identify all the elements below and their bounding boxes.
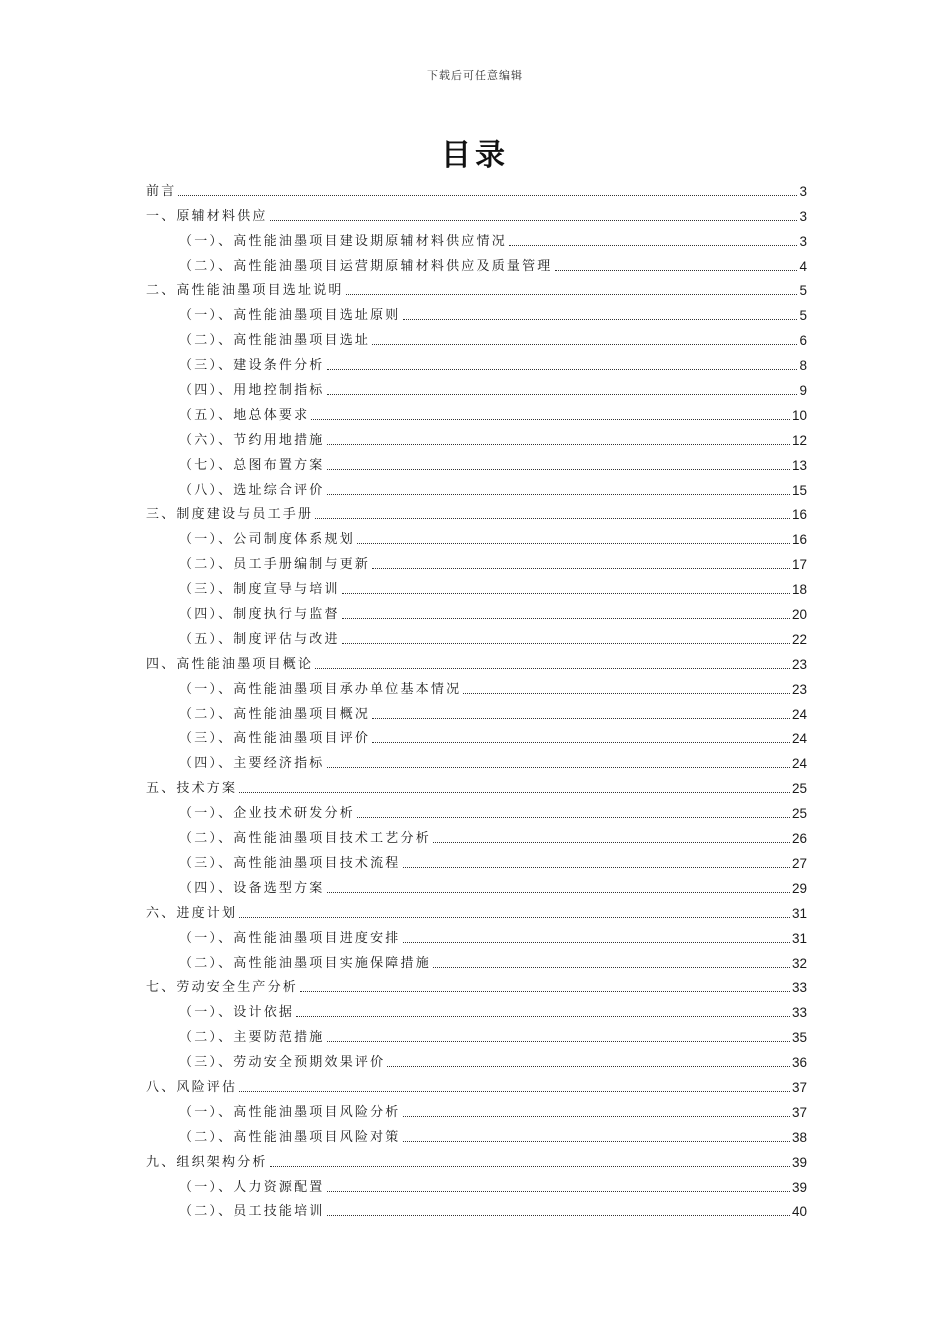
- toc-entry[interactable]: [146, 599, 807, 624]
- toc-dot-leader: [327, 394, 798, 395]
- toc-entry[interactable]: [146, 574, 807, 599]
- toc-entry-page-number: 9: [799, 383, 807, 399]
- toc-entry[interactable]: [146, 226, 807, 251]
- toc-entry-label: （二）、员工手册编制与更新: [179, 557, 371, 573]
- toc-entry-label: （一）、高性能油墨项目选址原则: [179, 308, 401, 324]
- toc-entry[interactable]: [146, 425, 807, 450]
- toc-entry[interactable]: [146, 300, 807, 325]
- toc-entry-page-number: 31: [791, 930, 807, 946]
- toc-entry-page-number: 16: [791, 507, 807, 523]
- toc-dot-leader: [509, 245, 798, 246]
- toc-dot-leader: [327, 494, 790, 495]
- toc-dot-leader: [327, 892, 790, 893]
- toc-entry[interactable]: [146, 350, 807, 375]
- toc-entry-label: （一）、企业技术研发分析: [179, 806, 355, 822]
- toc-entry[interactable]: [146, 923, 807, 948]
- toc-dot-leader: [178, 195, 797, 196]
- toc-entry-page-number: 4: [799, 258, 807, 274]
- toc-entry[interactable]: [146, 798, 807, 823]
- toc-entry-label: （一）、高性能油墨项目进度安排: [179, 930, 401, 946]
- toc-entry-label: （四）、主要经济指标: [179, 756, 325, 772]
- toc-entry[interactable]: [146, 649, 807, 674]
- toc-dot-leader: [342, 618, 790, 619]
- toc-entry[interactable]: [146, 375, 807, 400]
- toc-dot-leader: [403, 319, 798, 320]
- toc-dot-leader: [433, 967, 790, 968]
- toc-entry[interactable]: [146, 325, 807, 350]
- toc-dot-leader: [327, 767, 790, 768]
- toc-entry-label: 七、劳动安全生产分析: [146, 980, 299, 996]
- toc-entry-page-number: 15: [791, 482, 807, 498]
- toc-entry-label: 八、风险评估: [146, 1079, 238, 1095]
- toc-dot-leader: [357, 817, 790, 818]
- toc-entry-label: （一）、高性能油墨项目承办单位基本情况: [179, 681, 462, 697]
- toc-dot-leader: [327, 1191, 790, 1192]
- toc-entry[interactable]: [146, 973, 807, 998]
- toc-entry[interactable]: [146, 748, 807, 773]
- toc-entry-page-number: 26: [791, 831, 807, 847]
- toc-entry-label: （三）、劳动安全预期效果评价: [179, 1055, 386, 1071]
- toc-entry-label: （二）、高性能油墨项目实施保障措施: [179, 955, 431, 971]
- toc-dot-leader: [555, 270, 798, 271]
- toc-dot-leader: [296, 1016, 790, 1017]
- toc-dot-leader: [239, 1091, 790, 1092]
- toc-entry-page-number: 3: [799, 208, 807, 224]
- toc-dot-leader: [342, 643, 790, 644]
- toc-entry[interactable]: [146, 276, 807, 301]
- toc-entry[interactable]: [146, 251, 807, 276]
- toc-entry-page-number: 5: [799, 308, 807, 324]
- toc-entry[interactable]: [146, 201, 807, 226]
- toc-entry-label: （二）、员工技能培训: [179, 1204, 325, 1220]
- toc-entry[interactable]: [146, 1197, 807, 1222]
- toc-entry[interactable]: [146, 1097, 807, 1122]
- toc-entry-label: 五、技术方案: [146, 781, 238, 797]
- toc-entry-label: 二、高性能油墨项目选址说明: [146, 283, 344, 299]
- toc-dot-leader: [239, 792, 790, 793]
- toc-entry-label: （二）、高性能油墨项目运营期原辅材料供应及质量管理: [179, 258, 553, 274]
- toc-entry-label: （一）、人力资源配置: [179, 1179, 325, 1195]
- toc-entry-page-number: 35: [791, 1030, 807, 1046]
- toc-entry-label: 九、组织架构分析: [146, 1154, 268, 1170]
- toc-entry[interactable]: [146, 997, 807, 1022]
- toc-dot-leader: [342, 593, 790, 594]
- toc-dot-leader: [327, 1215, 790, 1216]
- toc-entry-label: （一）、高性能油墨项目风险分析: [179, 1104, 401, 1120]
- toc-entry-page-number: 20: [791, 607, 807, 623]
- toc-entry-label: 四、高性能油墨项目概论: [146, 656, 314, 672]
- toc-entry[interactable]: [146, 400, 807, 425]
- toc-entry-page-number: 24: [791, 731, 807, 747]
- toc-entry-label: （一）、公司制度体系规划: [179, 532, 355, 548]
- toc-entry-page-number: 24: [791, 756, 807, 772]
- toc-dot-leader: [403, 867, 790, 868]
- toc-entry-page-number: 23: [791, 656, 807, 672]
- toc-entry-label: （二）、高性能油墨项目选址: [179, 333, 371, 349]
- page-title: 目录: [441, 138, 509, 173]
- toc-entry-page-number: 18: [791, 582, 807, 598]
- toc-entry-page-number: 40: [791, 1204, 807, 1220]
- toc-entry[interactable]: [146, 624, 807, 649]
- toc-entry-page-number: 8: [799, 358, 807, 374]
- toc-dot-leader: [372, 718, 790, 719]
- toc-entry-label: （五）、制度评估与改进: [179, 631, 340, 647]
- toc-entry[interactable]: [146, 500, 807, 525]
- toc-entry-label: 三、制度建设与员工手册: [146, 507, 314, 523]
- toc-dot-leader: [239, 917, 790, 918]
- toc-entry-page-number: 13: [791, 457, 807, 473]
- toc-entry[interactable]: [146, 1022, 807, 1047]
- toc-entry-page-number: 33: [791, 1005, 807, 1021]
- toc-dot-leader: [270, 1166, 790, 1167]
- toc-entry[interactable]: [146, 873, 807, 898]
- toc-entry[interactable]: [146, 450, 807, 475]
- toc-dot-leader: [311, 419, 790, 420]
- table-of-contents: [146, 176, 807, 1221]
- toc-entry-page-number: 25: [791, 781, 807, 797]
- toc-entry-label: 前言: [146, 183, 177, 199]
- toc-dot-leader: [346, 294, 798, 295]
- toc-dot-leader: [403, 1141, 790, 1142]
- toc-entry[interactable]: [146, 823, 807, 848]
- toc-entry-label: （四）、设备选型方案: [179, 880, 325, 896]
- toc-dot-leader: [357, 543, 790, 544]
- toc-dot-leader: [372, 344, 797, 345]
- toc-entry[interactable]: [146, 773, 807, 798]
- toc-entry-label: 六、进度计划: [146, 905, 238, 921]
- toc-entry-label: 一、原辅材料供应: [146, 208, 268, 224]
- toc-entry[interactable]: [146, 176, 807, 201]
- toc-entry-page-number: 6: [799, 333, 807, 349]
- toc-entry-page-number: 39: [791, 1179, 807, 1195]
- toc-entry-label: （一）、设计依据: [179, 1005, 295, 1021]
- toc-entry[interactable]: [146, 549, 807, 574]
- toc-entry-page-number: 37: [791, 1104, 807, 1120]
- toc-dot-leader: [433, 842, 790, 843]
- toc-entry-page-number: 16: [791, 532, 807, 548]
- toc-entry-label: （四）、制度执行与监督: [179, 607, 340, 623]
- toc-entry-label: （三）、高性能油墨项目评价: [179, 731, 371, 747]
- toc-dot-leader: [270, 220, 798, 221]
- toc-dot-leader: [327, 444, 790, 445]
- toc-entry[interactable]: [146, 699, 807, 724]
- toc-entry-label: （三）、制度宣导与培训: [179, 582, 340, 598]
- toc-dot-leader: [372, 742, 790, 743]
- toc-dot-leader: [315, 668, 790, 669]
- toc-entry[interactable]: [146, 1072, 807, 1097]
- toc-dot-leader: [327, 369, 798, 370]
- toc-entry[interactable]: [146, 948, 807, 973]
- toc-entry-page-number: 31: [791, 905, 807, 921]
- toc-dot-leader: [403, 942, 790, 943]
- toc-entry-label: （五）、地总体要求: [179, 407, 310, 423]
- toc-entry-label: （四）、用地控制指标: [179, 383, 325, 399]
- toc-entry-page-number: 3: [799, 183, 807, 199]
- toc-entry[interactable]: [146, 1172, 807, 1197]
- toc-entry-label: （二）、主要防范措施: [179, 1030, 325, 1046]
- toc-entry-page-number: 27: [791, 855, 807, 871]
- toc-entry-page-number: 24: [791, 706, 807, 722]
- toc-entry-label: （二）、高性能油墨项目技术工艺分析: [179, 831, 431, 847]
- toc-entry-label: （一）、高性能油墨项目建设期原辅材料供应情况: [179, 233, 507, 249]
- toc-entry[interactable]: [146, 1147, 807, 1172]
- toc-entry-page-number: 37: [791, 1079, 807, 1095]
- toc-dot-leader: [403, 1116, 790, 1117]
- toc-entry-page-number: 12: [791, 432, 807, 448]
- toc-entry-page-number: 29: [791, 880, 807, 896]
- toc-dot-leader: [315, 518, 790, 519]
- toc-entry-page-number: 23: [791, 681, 807, 697]
- toc-entry[interactable]: [146, 1047, 807, 1072]
- toc-entry-label: （八）、选址综合评价: [179, 482, 325, 498]
- toc-entry-page-number: 32: [791, 955, 807, 971]
- toc-dot-leader: [327, 469, 790, 470]
- toc-entry-page-number: 38: [791, 1129, 807, 1145]
- toc-entry-label: （三）、建设条件分析: [179, 358, 325, 374]
- toc-entry-page-number: 36: [791, 1055, 807, 1071]
- toc-entry[interactable]: [146, 674, 807, 699]
- toc-entry-page-number: 25: [791, 806, 807, 822]
- toc-dot-leader: [387, 1066, 790, 1067]
- toc-entry[interactable]: [146, 1122, 807, 1147]
- toc-entry-label: （二）、高性能油墨项目概况: [179, 706, 371, 722]
- header-note: 下载后可任意编辑: [427, 69, 523, 82]
- toc-dot-leader: [300, 991, 790, 992]
- toc-entry[interactable]: [146, 724, 807, 749]
- toc-entry-label: （六）、节约用地措施: [179, 432, 325, 448]
- toc-entry-label: （七）、总图布置方案: [179, 457, 325, 473]
- toc-entry-page-number: 33: [791, 980, 807, 996]
- toc-entry-page-number: 10: [791, 407, 807, 423]
- toc-entry-page-number: 5: [799, 283, 807, 299]
- toc-entry[interactable]: [146, 475, 807, 500]
- toc-dot-leader: [463, 693, 790, 694]
- toc-entry-page-number: 3: [799, 233, 807, 249]
- toc-dot-leader: [327, 1041, 790, 1042]
- toc-entry-label: （二）、高性能油墨项目风险对策: [179, 1129, 401, 1145]
- toc-entry-page-number: 39: [791, 1154, 807, 1170]
- toc-dot-leader: [372, 568, 790, 569]
- toc-entry-page-number: 17: [791, 557, 807, 573]
- toc-entry-label: （三）、高性能油墨项目技术流程: [179, 855, 401, 871]
- toc-entry[interactable]: [146, 898, 807, 923]
- toc-entry[interactable]: [146, 524, 807, 549]
- toc-entry-page-number: 22: [791, 631, 807, 647]
- toc-entry[interactable]: [146, 848, 807, 873]
